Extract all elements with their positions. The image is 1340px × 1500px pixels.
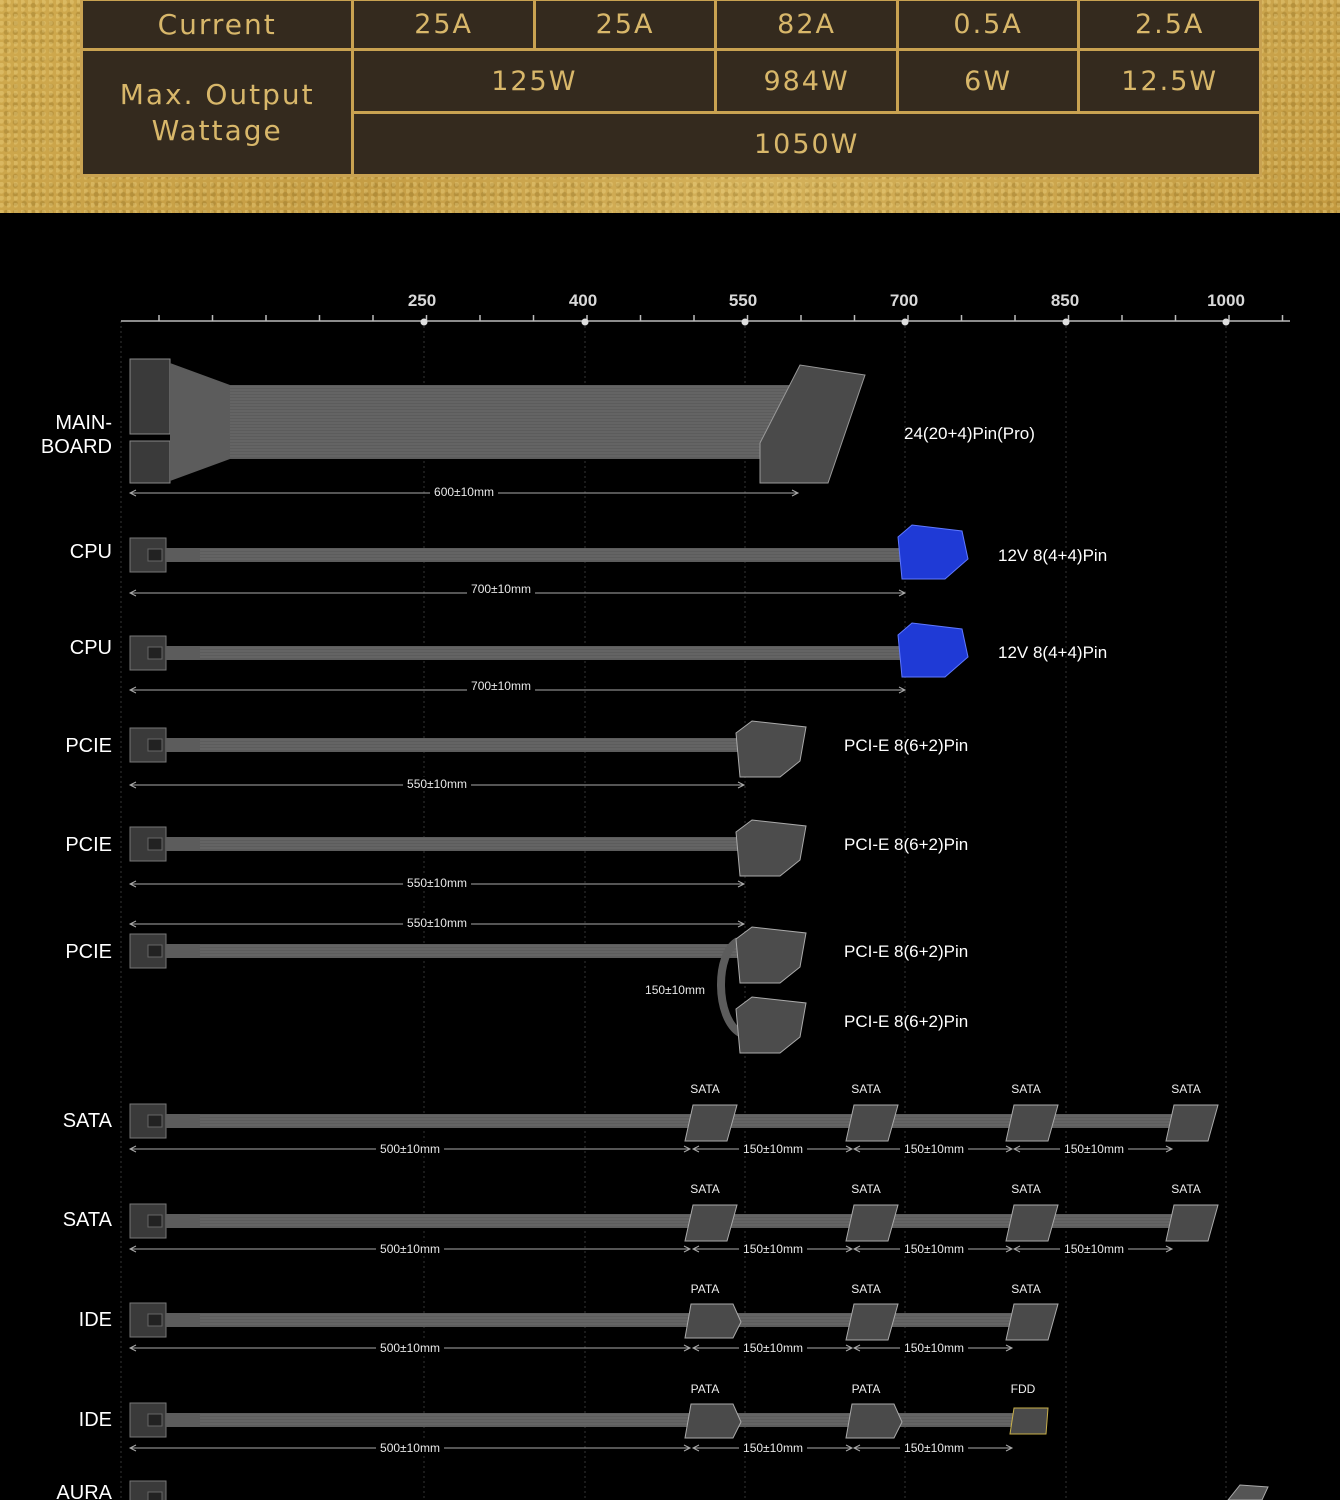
- molex-connector: [685, 1404, 741, 1438]
- sata-connector: [685, 1205, 737, 1241]
- length-label: 500±10mm: [376, 1142, 444, 1156]
- connector-label: PCI-E 8(6+2)Pin: [844, 942, 969, 961]
- sata-connector: [1006, 1304, 1058, 1340]
- wattage-cell: 984W: [716, 50, 898, 113]
- connector-label: 12V 8(4+4)Pin: [998, 643, 1108, 662]
- plug-label: SATA: [690, 1182, 720, 1196]
- plug-label: SATA: [1011, 1082, 1041, 1096]
- sata-connector: [1006, 1105, 1058, 1141]
- sata-connector: [1166, 1205, 1218, 1241]
- psu-plug-latch: [148, 838, 162, 850]
- psu-plug-latch: [148, 1414, 162, 1426]
- length-label: 150±10mm: [739, 1242, 807, 1256]
- psu-plug-latch: [148, 1314, 162, 1326]
- wattage-label: Max. Output Wattage: [82, 50, 353, 176]
- plug-label: SATA: [1171, 1082, 1201, 1096]
- wattage-cell: 125W: [353, 50, 716, 113]
- psu-plug-latch: [148, 1115, 162, 1127]
- cable-name: CPU: [69, 637, 112, 659]
- psu-plug-latch: [148, 739, 162, 751]
- plug-label: SATA: [690, 1082, 720, 1096]
- length-label: 500±10mm: [376, 1441, 444, 1455]
- mainboard-psu-plug-upper: [130, 359, 170, 434]
- ruler-major-tick: [742, 319, 749, 326]
- current-cell: 2.5A: [1079, 0, 1261, 50]
- connector-label: PCI-E 8(6+2)Pin: [844, 736, 969, 755]
- length-label: 150±10mm: [1060, 1142, 1128, 1156]
- diagram-canvas: [0, 213, 1340, 1500]
- cable-name: AURA: [56, 1482, 112, 1500]
- length-label: 550±10mm: [403, 876, 471, 890]
- pcie-8pin-connector: [736, 927, 806, 983]
- ruler-tick-label: 550: [728, 291, 758, 310]
- length-label: 600±10mm: [430, 485, 498, 499]
- current-cell: 0.5A: [897, 0, 1079, 50]
- length-label: 700±10mm: [467, 582, 535, 596]
- current-cell: 25A: [534, 0, 715, 50]
- plug-label: SATA: [1011, 1282, 1041, 1296]
- psu-plug-latch: [148, 945, 162, 957]
- mainboard-24pin-connector: [760, 365, 865, 483]
- plug-label: SATA: [851, 1182, 881, 1196]
- length-label: 150±10mm: [1060, 1242, 1128, 1256]
- cable-name: PCIE: [65, 941, 112, 963]
- current-row: [82, 0, 1261, 50]
- pcie-8pin-connector: [736, 721, 806, 777]
- wattage-cell: 6W: [897, 50, 1079, 113]
- length-label: 150±10mm: [900, 1142, 968, 1156]
- connector-label: 12V 8(4+4)Pin: [998, 546, 1108, 565]
- psu-plug-latch: [148, 549, 162, 561]
- psu-plug-latch: [148, 1492, 162, 1500]
- spec-table: [80, 0, 1262, 177]
- connector-label: 24(20+4)Pin(Pro): [904, 424, 1035, 443]
- cable-name: PCIE: [65, 834, 112, 856]
- cable-name: IDE: [78, 1309, 112, 1331]
- fdd-connector: [1010, 1408, 1048, 1434]
- length-label: 150±10mm: [739, 1142, 807, 1156]
- aura-connector: [1228, 1485, 1268, 1500]
- cable-name-line: MAIN-: [55, 412, 112, 434]
- cable-name: IDE: [78, 1409, 112, 1431]
- sata-connector: [846, 1205, 898, 1241]
- ruler-tick-label: 250: [407, 291, 437, 310]
- plug-label: FDD: [1010, 1382, 1036, 1396]
- length-label: 550±10mm: [403, 777, 471, 791]
- cable-name-mainboard: [41, 411, 112, 459]
- current-cell: 25A: [353, 0, 534, 50]
- psu-plug-latch: [148, 1215, 162, 1227]
- length-label: 150±10mm: [739, 1441, 807, 1455]
- ruler-tick-label: 700: [889, 291, 919, 310]
- length-label: 550±10mm: [403, 916, 471, 930]
- sata-connector: [1166, 1105, 1218, 1141]
- plug-label: SATA: [1011, 1182, 1041, 1196]
- plug-label: PATA: [851, 1382, 881, 1396]
- length-label: 500±10mm: [376, 1242, 444, 1256]
- pcie-8pin-connector: [736, 820, 806, 876]
- current-label: Current: [82, 0, 353, 50]
- length-label: 150±10mm: [900, 1441, 968, 1455]
- mainboard-cable-bundle: [170, 363, 800, 481]
- plug-label: SATA: [851, 1282, 881, 1296]
- ruler-major-tick: [421, 319, 428, 326]
- length-label: 700±10mm: [467, 679, 535, 693]
- sata-connector: [1006, 1205, 1058, 1241]
- current-cell: 82A: [716, 0, 898, 50]
- ruler-major-tick: [902, 319, 909, 326]
- cpu-8pin-connector: [898, 623, 968, 677]
- ruler-tick-label: 850: [1050, 291, 1080, 310]
- sata-connector: [685, 1105, 737, 1141]
- wattage-cell: 12.5W: [1079, 50, 1261, 113]
- branch-length-label: 150±10mm: [641, 983, 709, 997]
- length-label: 150±10mm: [900, 1242, 968, 1256]
- ruler-tick-label: 1000: [1207, 291, 1245, 310]
- length-label: 500±10mm: [376, 1341, 444, 1355]
- cpu-8pin-connector: [898, 525, 968, 579]
- molex-connector: [846, 1404, 902, 1438]
- cable-name: PCIE: [65, 735, 112, 757]
- plug-label: PATA: [690, 1282, 720, 1296]
- length-label: 150±10mm: [739, 1341, 807, 1355]
- wattage-row: [82, 50, 1261, 113]
- ruler-major-tick: [1063, 319, 1070, 326]
- length-label: 150±10mm: [900, 1341, 968, 1355]
- spec-panel: [0, 0, 1340, 213]
- mainboard-psu-plug-lower: [130, 441, 170, 483]
- psu-plug-latch: [148, 647, 162, 659]
- cable-name: SATA: [62, 1209, 112, 1231]
- cable-name-line: BOARD: [40, 436, 112, 458]
- plug-label: SATA: [851, 1082, 881, 1096]
- total-wattage-cell: 1050W: [353, 113, 1261, 176]
- connector-label: PCI-E 8(6+2)Pin: [844, 835, 969, 854]
- plug-label: PATA: [690, 1382, 720, 1396]
- cable-name: CPU: [69, 541, 112, 563]
- cable-name: SATA: [62, 1110, 112, 1132]
- sata-connector: [846, 1105, 898, 1141]
- molex-connector: [685, 1304, 741, 1338]
- pcie-8pin-connector: [736, 997, 806, 1053]
- ruler-tick-label: 400: [568, 291, 598, 310]
- plug-label: SATA: [1171, 1182, 1201, 1196]
- sata-connector: [846, 1304, 898, 1340]
- ruler-major-tick: [1223, 319, 1230, 326]
- connector-label: PCI-E 8(6+2)Pin: [844, 1012, 969, 1031]
- ruler-major-tick: [582, 319, 589, 326]
- cable-length-diagram: [0, 213, 1340, 1500]
